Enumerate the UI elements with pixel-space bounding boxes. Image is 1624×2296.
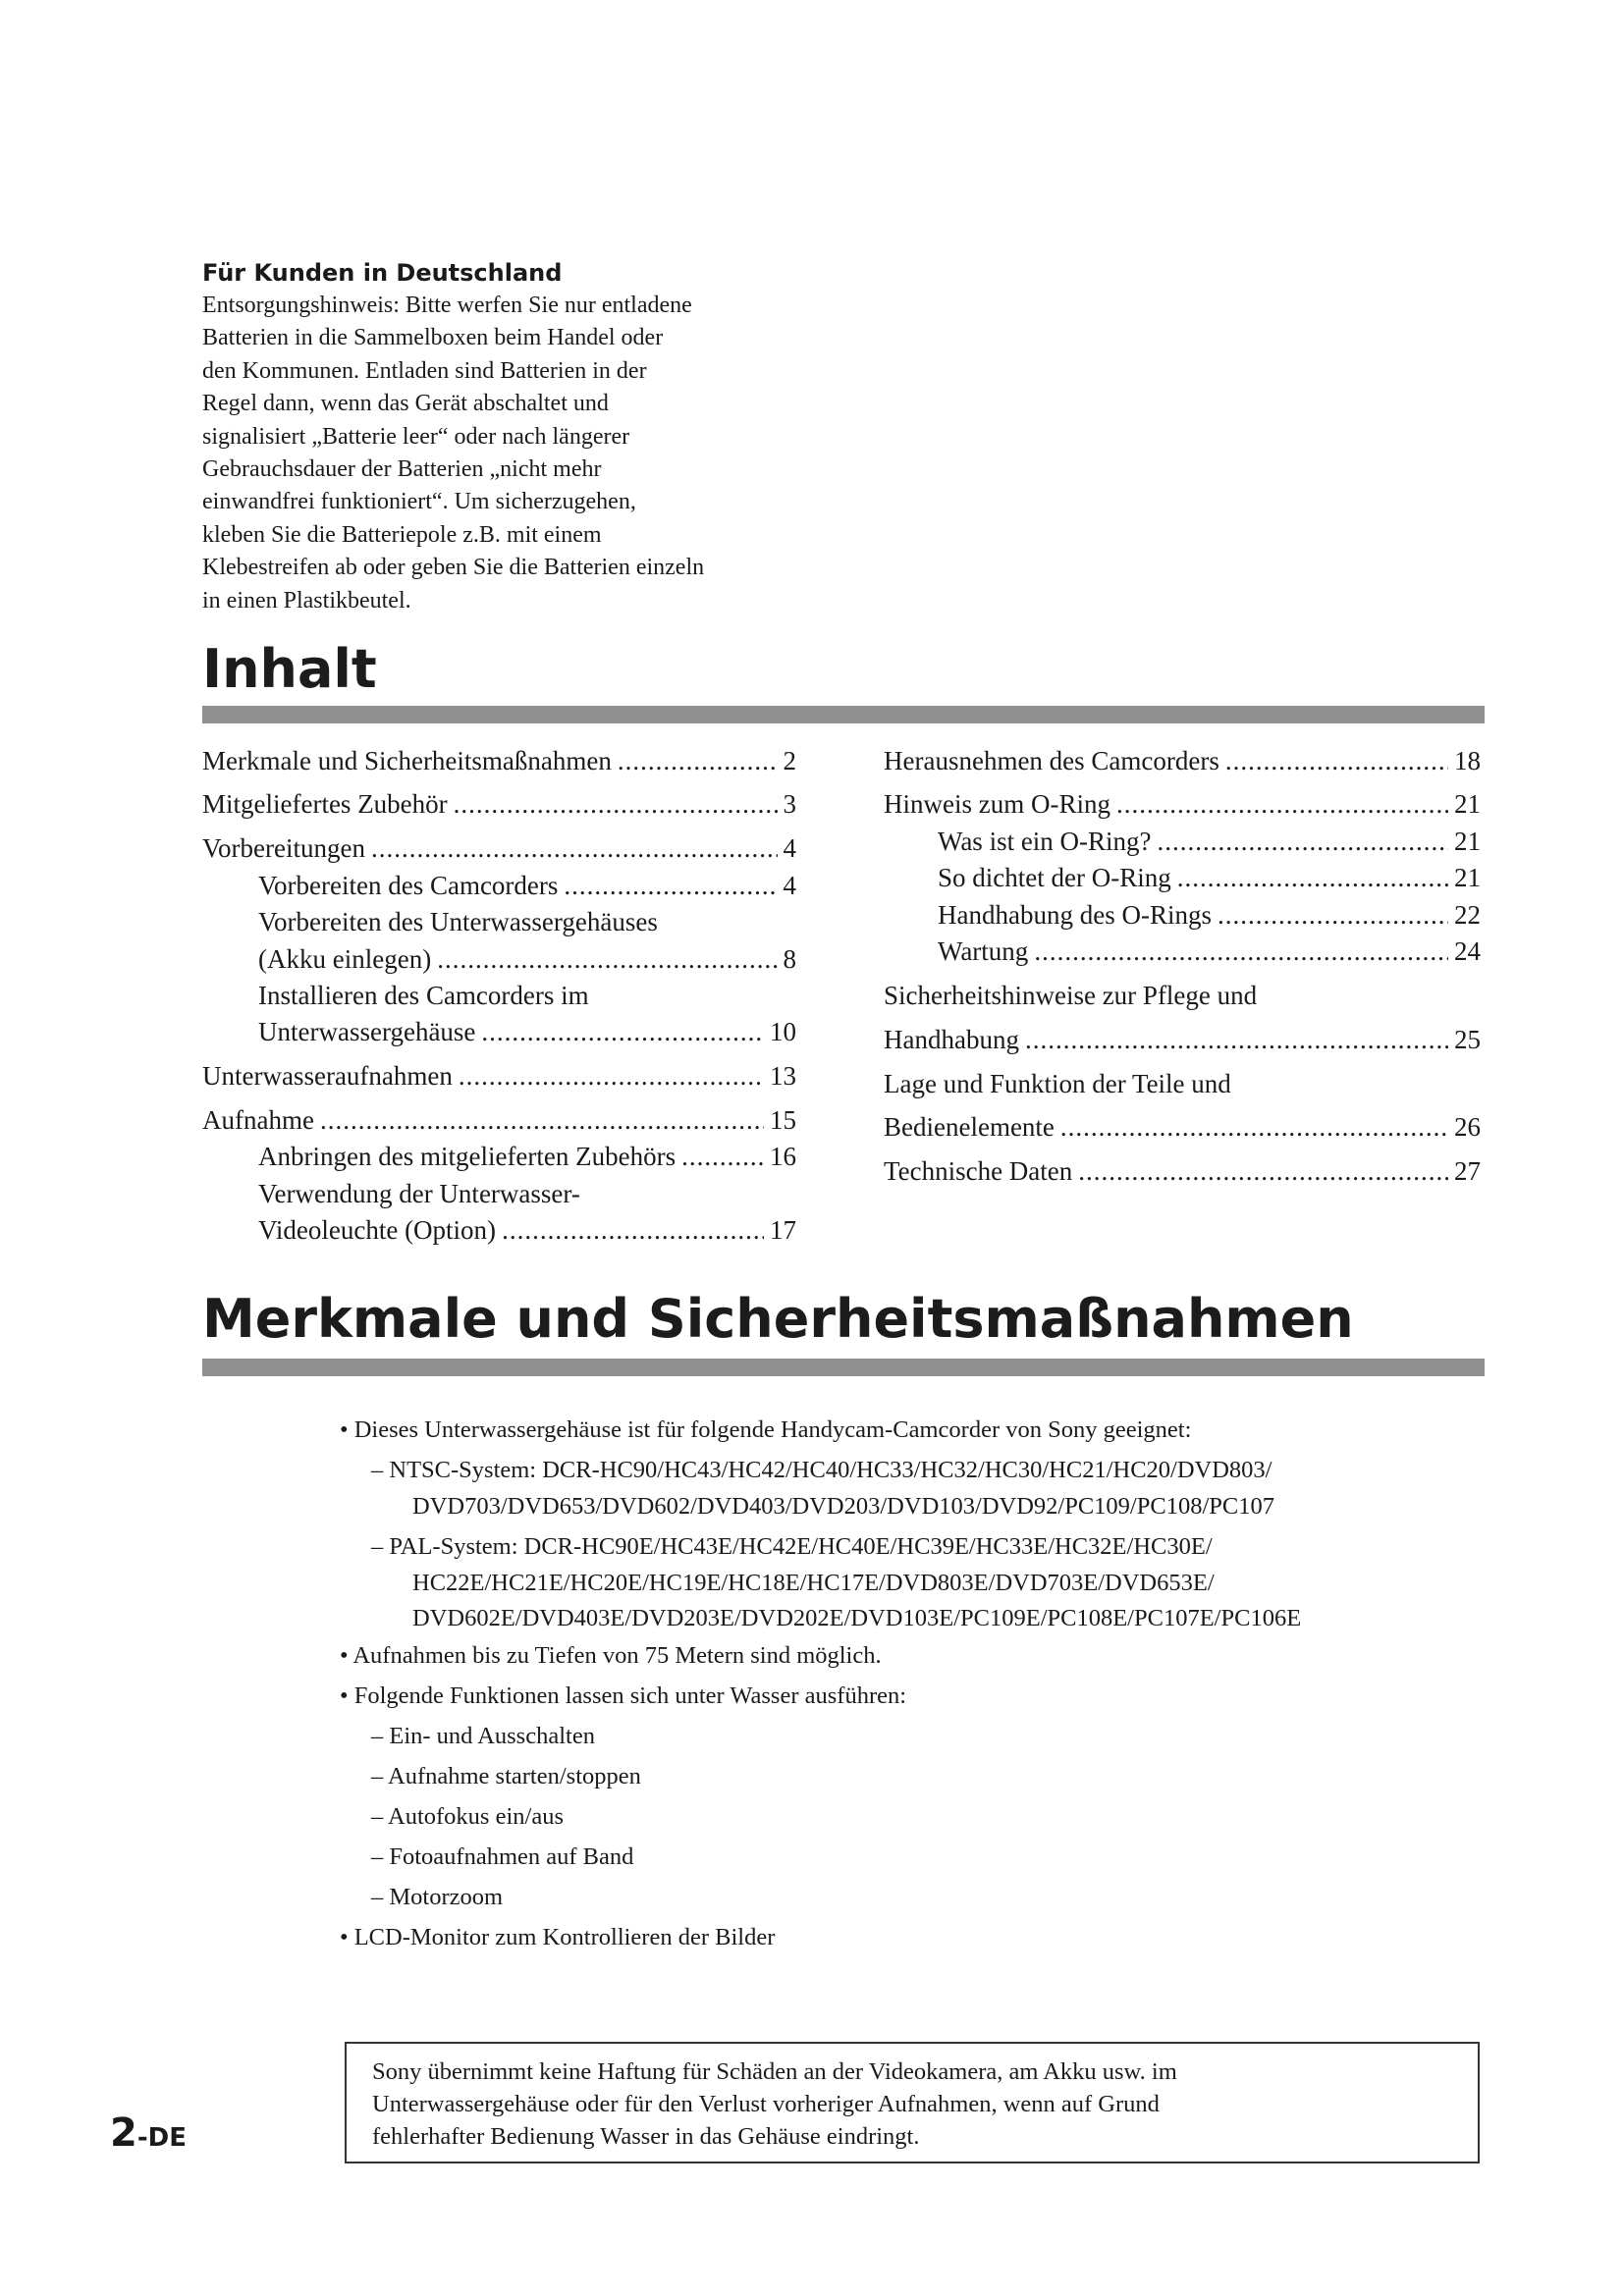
toc-entry[interactable] [202, 743, 796, 778]
toc-entry[interactable] [202, 1058, 796, 1094]
toc-entry-label-line: Installieren des Camcorders im [258, 981, 589, 1010]
notice-line: kleben Sie die Batteriepole z.B. mit einem [202, 521, 602, 548]
disclaimer-line: fehlerhafter Bedienung Wasser in das Gehäuse eindringt. [372, 2123, 920, 2150]
toc-entry-page: 15 [770, 1105, 796, 1135]
toc-entry-label: Vorbereitungen [202, 833, 365, 863]
toc-entry-label: Handhabung des O-Rings [938, 900, 1212, 930]
toc-leader-dots [459, 1058, 764, 1094]
feature-bullet: • Dieses Unterwassergehäuse ist für folgende Handycam-Camcorder von Sony geeignet: [340, 1416, 1192, 1443]
feature-bullet: • LCD-Monitor zum Kontrollieren der Bilder [340, 1924, 776, 1950]
toc-title: Inhalt [202, 638, 377, 700]
feature-subitem: – Autofokus ein/aus [371, 1803, 564, 1830]
toc-entry[interactable] [938, 897, 1481, 933]
features-title: Merkmale und Sicherheitsmaßnahmen [202, 1288, 1354, 1350]
page-number-value: 2 [110, 2110, 137, 2156]
toc-entry-label: Hinweis zum O-Ring [884, 789, 1110, 819]
toc-entry-label: Herausnehmen des Camcorders [884, 746, 1219, 775]
notice-line: Batterien in die Sammelboxen beim Handel oder [202, 325, 664, 351]
toc-entry-page: 21 [1454, 789, 1481, 819]
features-title-rule [202, 1359, 1485, 1376]
toc-entry-label: Mitgeliefertes Zubehör [202, 789, 448, 819]
toc-entry-label: Wartung [938, 936, 1029, 966]
toc-entry-page: 8 [783, 944, 796, 974]
toc-entry-label: (Akku einlegen) [258, 944, 432, 974]
toc-entry-label: Aufnahme [202, 1105, 314, 1135]
toc-entry[interactable] [258, 1212, 796, 1248]
toc-entry-page: 10 [770, 1017, 796, 1046]
toc-entry-page: 16 [770, 1142, 796, 1171]
toc-entry[interactable] [884, 1153, 1481, 1189]
feature-subitem-cont: HC22E/HC21E/HC20E/HC19E/HC18E/HC17E/DVD803E/DVD703E/DVD653E/ [412, 1570, 1215, 1596]
toc-leader-dots [1060, 1109, 1448, 1145]
toc-entry-page: 22 [1454, 900, 1481, 930]
toc-entry-label: So dichtet der O-Ring [938, 863, 1171, 892]
disclaimer-line: Sony übernimmt keine Haftung für Schäden an der Videokamera, am Akku usw. im [372, 2058, 1177, 2085]
toc-title-rule [202, 706, 1485, 723]
disclaimer-line: Unterwassergehäuse oder für den Verlust vorheriger Aufnahmen, wenn auf Grund [372, 2091, 1160, 2117]
toc-entry-page: 21 [1454, 827, 1481, 856]
toc-entry-label: Videoleuchte (Option) [258, 1215, 497, 1245]
toc-leader-dots [481, 1014, 764, 1049]
toc-entry[interactable] [202, 786, 796, 822]
toc-entry[interactable] [884, 786, 1481, 822]
toc-entry-label: Bedienelemente [884, 1112, 1055, 1142]
toc-entry-label: Vorbereiten des Camcorders [258, 871, 559, 900]
toc-entry-page: 18 [1454, 746, 1481, 775]
page-number [110, 2110, 187, 2156]
toc-leader-dots [1158, 824, 1448, 859]
feature-subitem: – PAL-System: DCR-HC90E/HC43E/HC42E/HC40E/HC39E/HC33E/HC32E/HC30E/ [371, 1533, 1213, 1560]
toc-entry-label-line: Sicherheitshinweise zur Pflege und [884, 981, 1258, 1010]
toc-entry-page: 3 [783, 789, 796, 819]
toc-entry-label-line: Vorbereiten des Unterwassergehäuses [258, 907, 658, 936]
toc-entry-page: 4 [783, 833, 796, 863]
notice-line: Regel dann, wenn das Gerät abschaltet und [202, 391, 609, 417]
notice-line: einwandfrei funktioniert“. Um sicherzugehen, [202, 489, 636, 515]
toc-leader-dots [564, 868, 777, 903]
feature-subitem: – Aufnahme starten/stoppen [371, 1763, 641, 1789]
toc-leader-dots [371, 830, 778, 866]
toc-entry-label: Unterwassergehäuse [258, 1017, 476, 1046]
toc-leader-dots [437, 941, 777, 977]
feature-bullet: • Aufnahmen bis zu Tiefen von 75 Metern sind möglich. [340, 1642, 882, 1669]
toc-entry[interactable] [938, 934, 1481, 969]
toc-entry[interactable] [258, 1014, 796, 1049]
toc-entry-page: 24 [1454, 936, 1481, 966]
toc-leader-dots [681, 1139, 764, 1174]
disclaimer-box [345, 2042, 1480, 2163]
toc-entry-label-line: Verwendung der Unterwasser- [258, 1179, 580, 1208]
toc-entry[interactable] [258, 1139, 796, 1174]
notice-heading: Für Kunden in Deutschland [202, 259, 563, 287]
toc-entry-page: 4 [783, 871, 796, 900]
feature-bullet: • Folgende Funktionen lassen sich unter Wasser ausführen: [340, 1682, 907, 1709]
toc-leader-dots [320, 1102, 764, 1138]
toc-leader-dots [1078, 1153, 1448, 1189]
toc-entry-label-line: Lage und Funktion der Teile und [884, 1069, 1231, 1098]
toc-entry-page: 21 [1454, 863, 1481, 892]
toc-entry-page: 13 [770, 1061, 796, 1091]
toc-entry-page: 17 [770, 1215, 796, 1245]
toc-entry[interactable] [258, 941, 796, 977]
toc-entry-page: 25 [1454, 1025, 1481, 1054]
toc-entry-page: 2 [783, 746, 796, 775]
toc-leader-dots [1025, 1022, 1448, 1057]
notice-line: Gebrauchsdauer der Batterien „nicht mehr [202, 456, 602, 483]
toc-leader-dots [502, 1212, 764, 1248]
toc-entry[interactable] [884, 1022, 1481, 1057]
feature-subitem-cont: DVD703/DVD653/DVD602/DVD403/DVD203/DVD103/DVD92/PC109/PC108/PC107 [412, 1493, 1274, 1520]
notice-line: in einen Plastikbeutel. [202, 587, 411, 614]
toc-leader-dots [1177, 860, 1448, 895]
toc-entry-label: Merkmale und Sicherheitsmaßnahmen [202, 746, 612, 775]
toc-entry[interactable] [884, 743, 1481, 778]
toc-entry[interactable] [202, 1102, 796, 1138]
feature-subitem: – Motorzoom [371, 1884, 504, 1910]
toc-leader-dots [618, 743, 778, 778]
feature-subitem: – NTSC-System: DCR-HC90/HC43/HC42/HC40/HC33/HC32/HC30/HC21/HC20/DVD803/ [371, 1457, 1272, 1483]
toc-entry[interactable] [884, 1109, 1481, 1145]
toc-entry[interactable] [938, 824, 1481, 859]
toc-entry[interactable] [202, 830, 796, 866]
toc-leader-dots [1034, 934, 1448, 969]
toc-entry-label: Unterwasseraufnahmen [202, 1061, 453, 1091]
notice-line: den Kommunen. Entladen sind Batterien in der [202, 357, 647, 384]
page-number-suffix: -DE [136, 2123, 187, 2153]
toc-leader-dots [1225, 743, 1448, 778]
notice-line: Entsorgungshinweis: Bitte werfen Sie nur entladene [202, 293, 692, 318]
feature-subitem: – Ein- und Ausschalten [371, 1723, 595, 1749]
feature-subitem: – Fotoaufnahmen auf Band [371, 1843, 634, 1870]
toc-entry-page: 27 [1454, 1156, 1481, 1186]
toc-leader-dots [454, 786, 778, 822]
toc-leader-dots [1116, 786, 1448, 822]
toc-entry[interactable] [938, 860, 1481, 895]
toc-entry[interactable] [258, 868, 796, 903]
toc-leader-dots [1218, 897, 1448, 933]
toc-entry-label: Was ist ein O-Ring? [938, 827, 1152, 856]
feature-subitem-cont: DVD602E/DVD403E/DVD203E/DVD202E/DVD103E/PC109E/PC108E/PC107E/PC106E [412, 1605, 1302, 1631]
toc-entry-page: 26 [1454, 1112, 1481, 1142]
notice-line: Klebestreifen ab oder geben Sie die Batterien einzeln [202, 555, 705, 581]
toc-entry-label: Technische Daten [884, 1156, 1073, 1186]
toc-entry-label: Anbringen des mitgelieferten Zubehörs [258, 1142, 677, 1171]
notice-line: signalisiert „Batterie leer“ oder nach längerer [202, 423, 630, 450]
customer-notice [202, 257, 811, 617]
toc-entry-label: Handhabung [884, 1025, 1019, 1054]
